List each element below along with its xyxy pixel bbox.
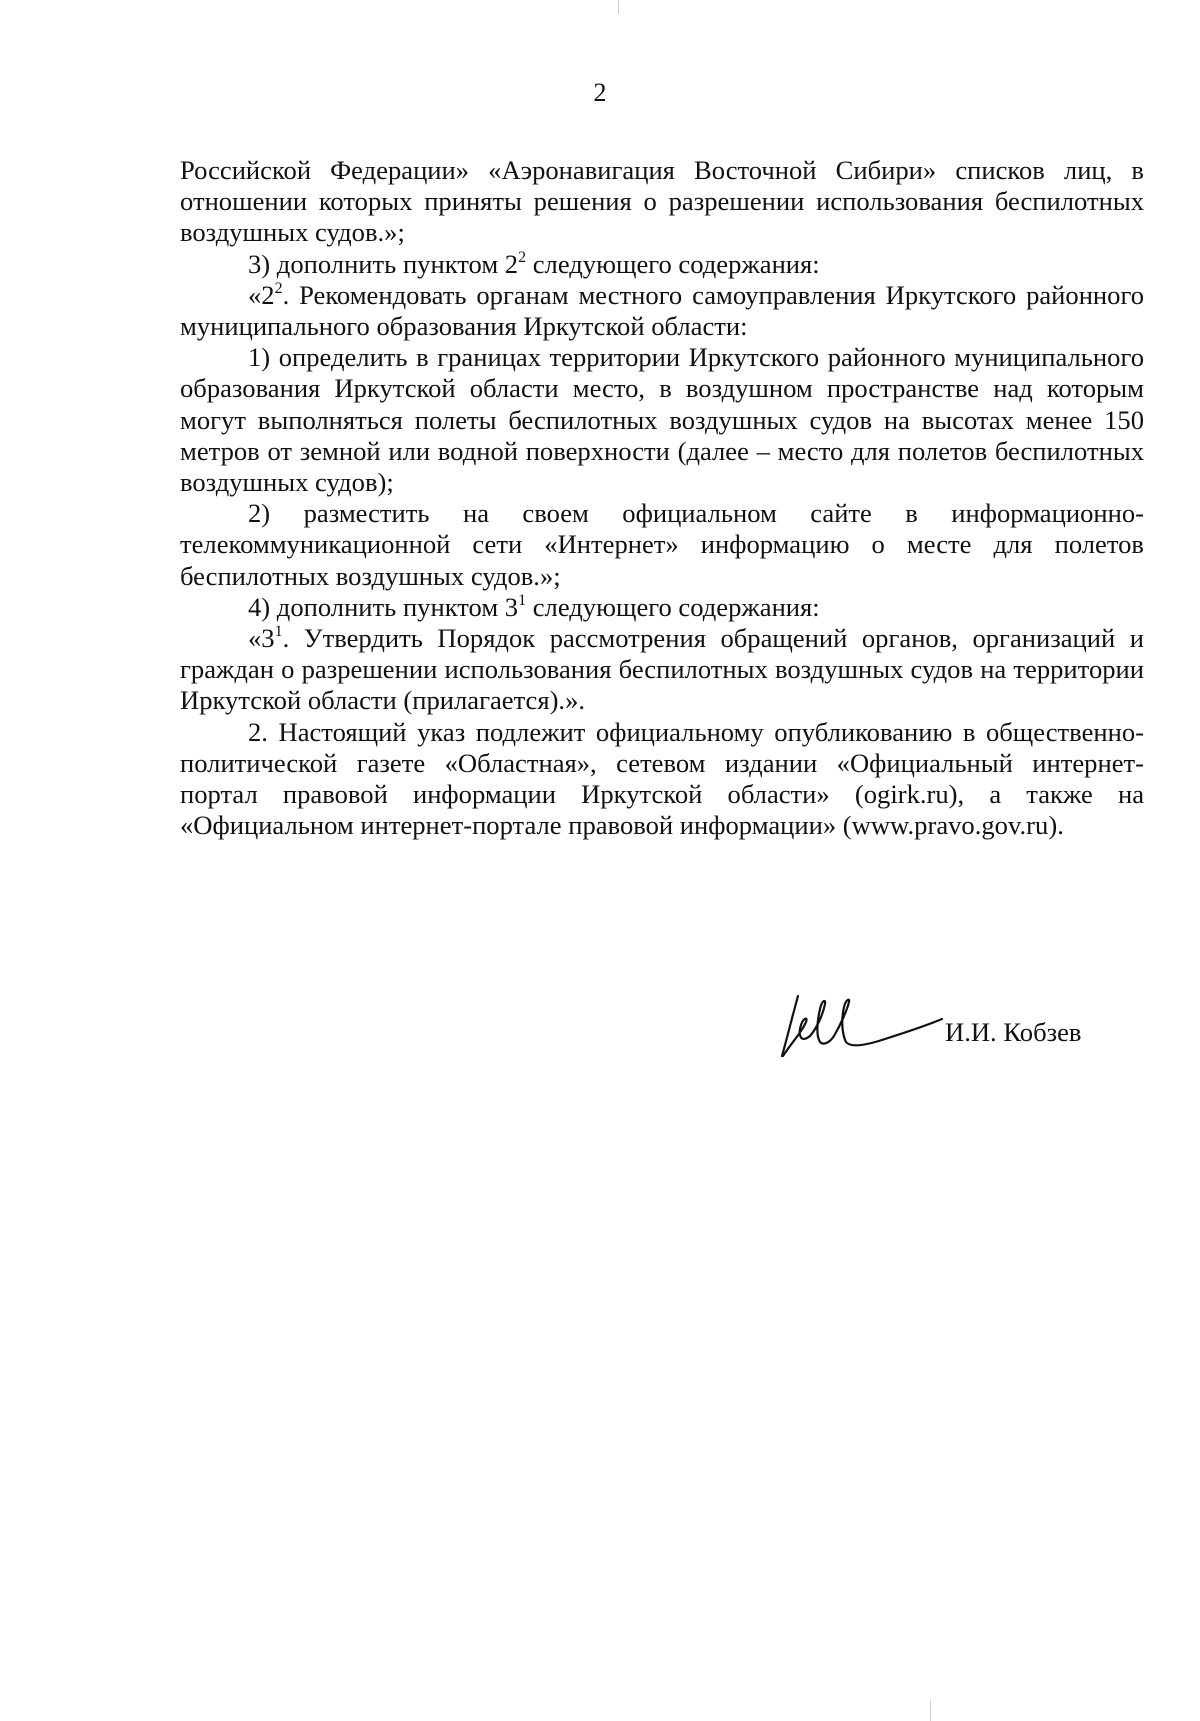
scan-edge-mark-bottom bbox=[930, 1700, 931, 1721]
paragraph-clause-2-2 bbox=[180, 280, 1144, 342]
paragraph-item-3 bbox=[180, 249, 1144, 280]
superscript: 1 bbox=[518, 592, 527, 610]
paragraph-publication: 2. Настоящий указ подлежит официальному опубликованию в общественно-политической газете «Областная», сетевом издании «Официальный интернет-портал правовой информации Иркутской области» (ogirk.ru), а также на «Официальном интернет-портале правовой информации» (www.pravo.gov.ru). bbox=[180, 716, 1144, 841]
scan-edge-mark-top bbox=[618, 0, 619, 14]
paragraph-item-4 bbox=[180, 592, 1144, 623]
signer-name: И.И. Кобзев bbox=[945, 1017, 1082, 1047]
paragraph-continuation: Российской Федерации» «Аэронавигация Восточной Сибири» списков лиц, в отношении которых приняты решения о разрешении использования беспилотных воздушных судов.»; bbox=[180, 155, 1144, 248]
handwritten-signature bbox=[780, 990, 960, 1070]
superscript: 2 bbox=[274, 280, 283, 298]
superscript: 1 bbox=[274, 623, 283, 641]
paragraph-text: . Рекомендовать органам местного самоуправления Иркутского районного муниципального образования Иркутской области: bbox=[180, 279, 1144, 342]
paragraph-text: «3 bbox=[248, 623, 275, 654]
superscript: 2 bbox=[518, 248, 527, 266]
paragraph-text: следующего содержания: bbox=[526, 248, 820, 279]
paragraph-subitem-1: 1) определить в границах территории Иркутского районного муниципального образования Иркутской области место, в воздушном пространстве над которым могут выполняться полеты беспилотных воздушных судов на высотах менее 150 метров от земной или водной поверхности (далее – место для полетов беспилотных воздушных судов); bbox=[180, 342, 1144, 498]
paragraph-clause-3-1 bbox=[180, 623, 1144, 717]
paragraph-text: следующего содержания: bbox=[526, 591, 820, 622]
paragraph-text: «2 bbox=[248, 279, 275, 310]
signature-block bbox=[780, 990, 1140, 1080]
paragraph-subitem-2: 2) разместить на своем официальном сайте в информационно-телекоммуникационной сети «Интернет» информацию о месте для полетов беспилотных воздушных судов.»; bbox=[180, 498, 1144, 591]
paragraph-text: 4) дополнить пунктом 3 bbox=[248, 591, 519, 622]
page-number: 2 bbox=[593, 78, 607, 107]
paragraph-text: . Утвердить Порядок рассмотрения обращений органов, организаций и граждан о разрешении использования беспилотных воздушных судов на территории Иркутской области (прилагается).». bbox=[180, 623, 1144, 716]
paragraph-text: 3) дополнить пунктом 2 bbox=[248, 248, 519, 279]
document-body bbox=[180, 155, 1144, 841]
